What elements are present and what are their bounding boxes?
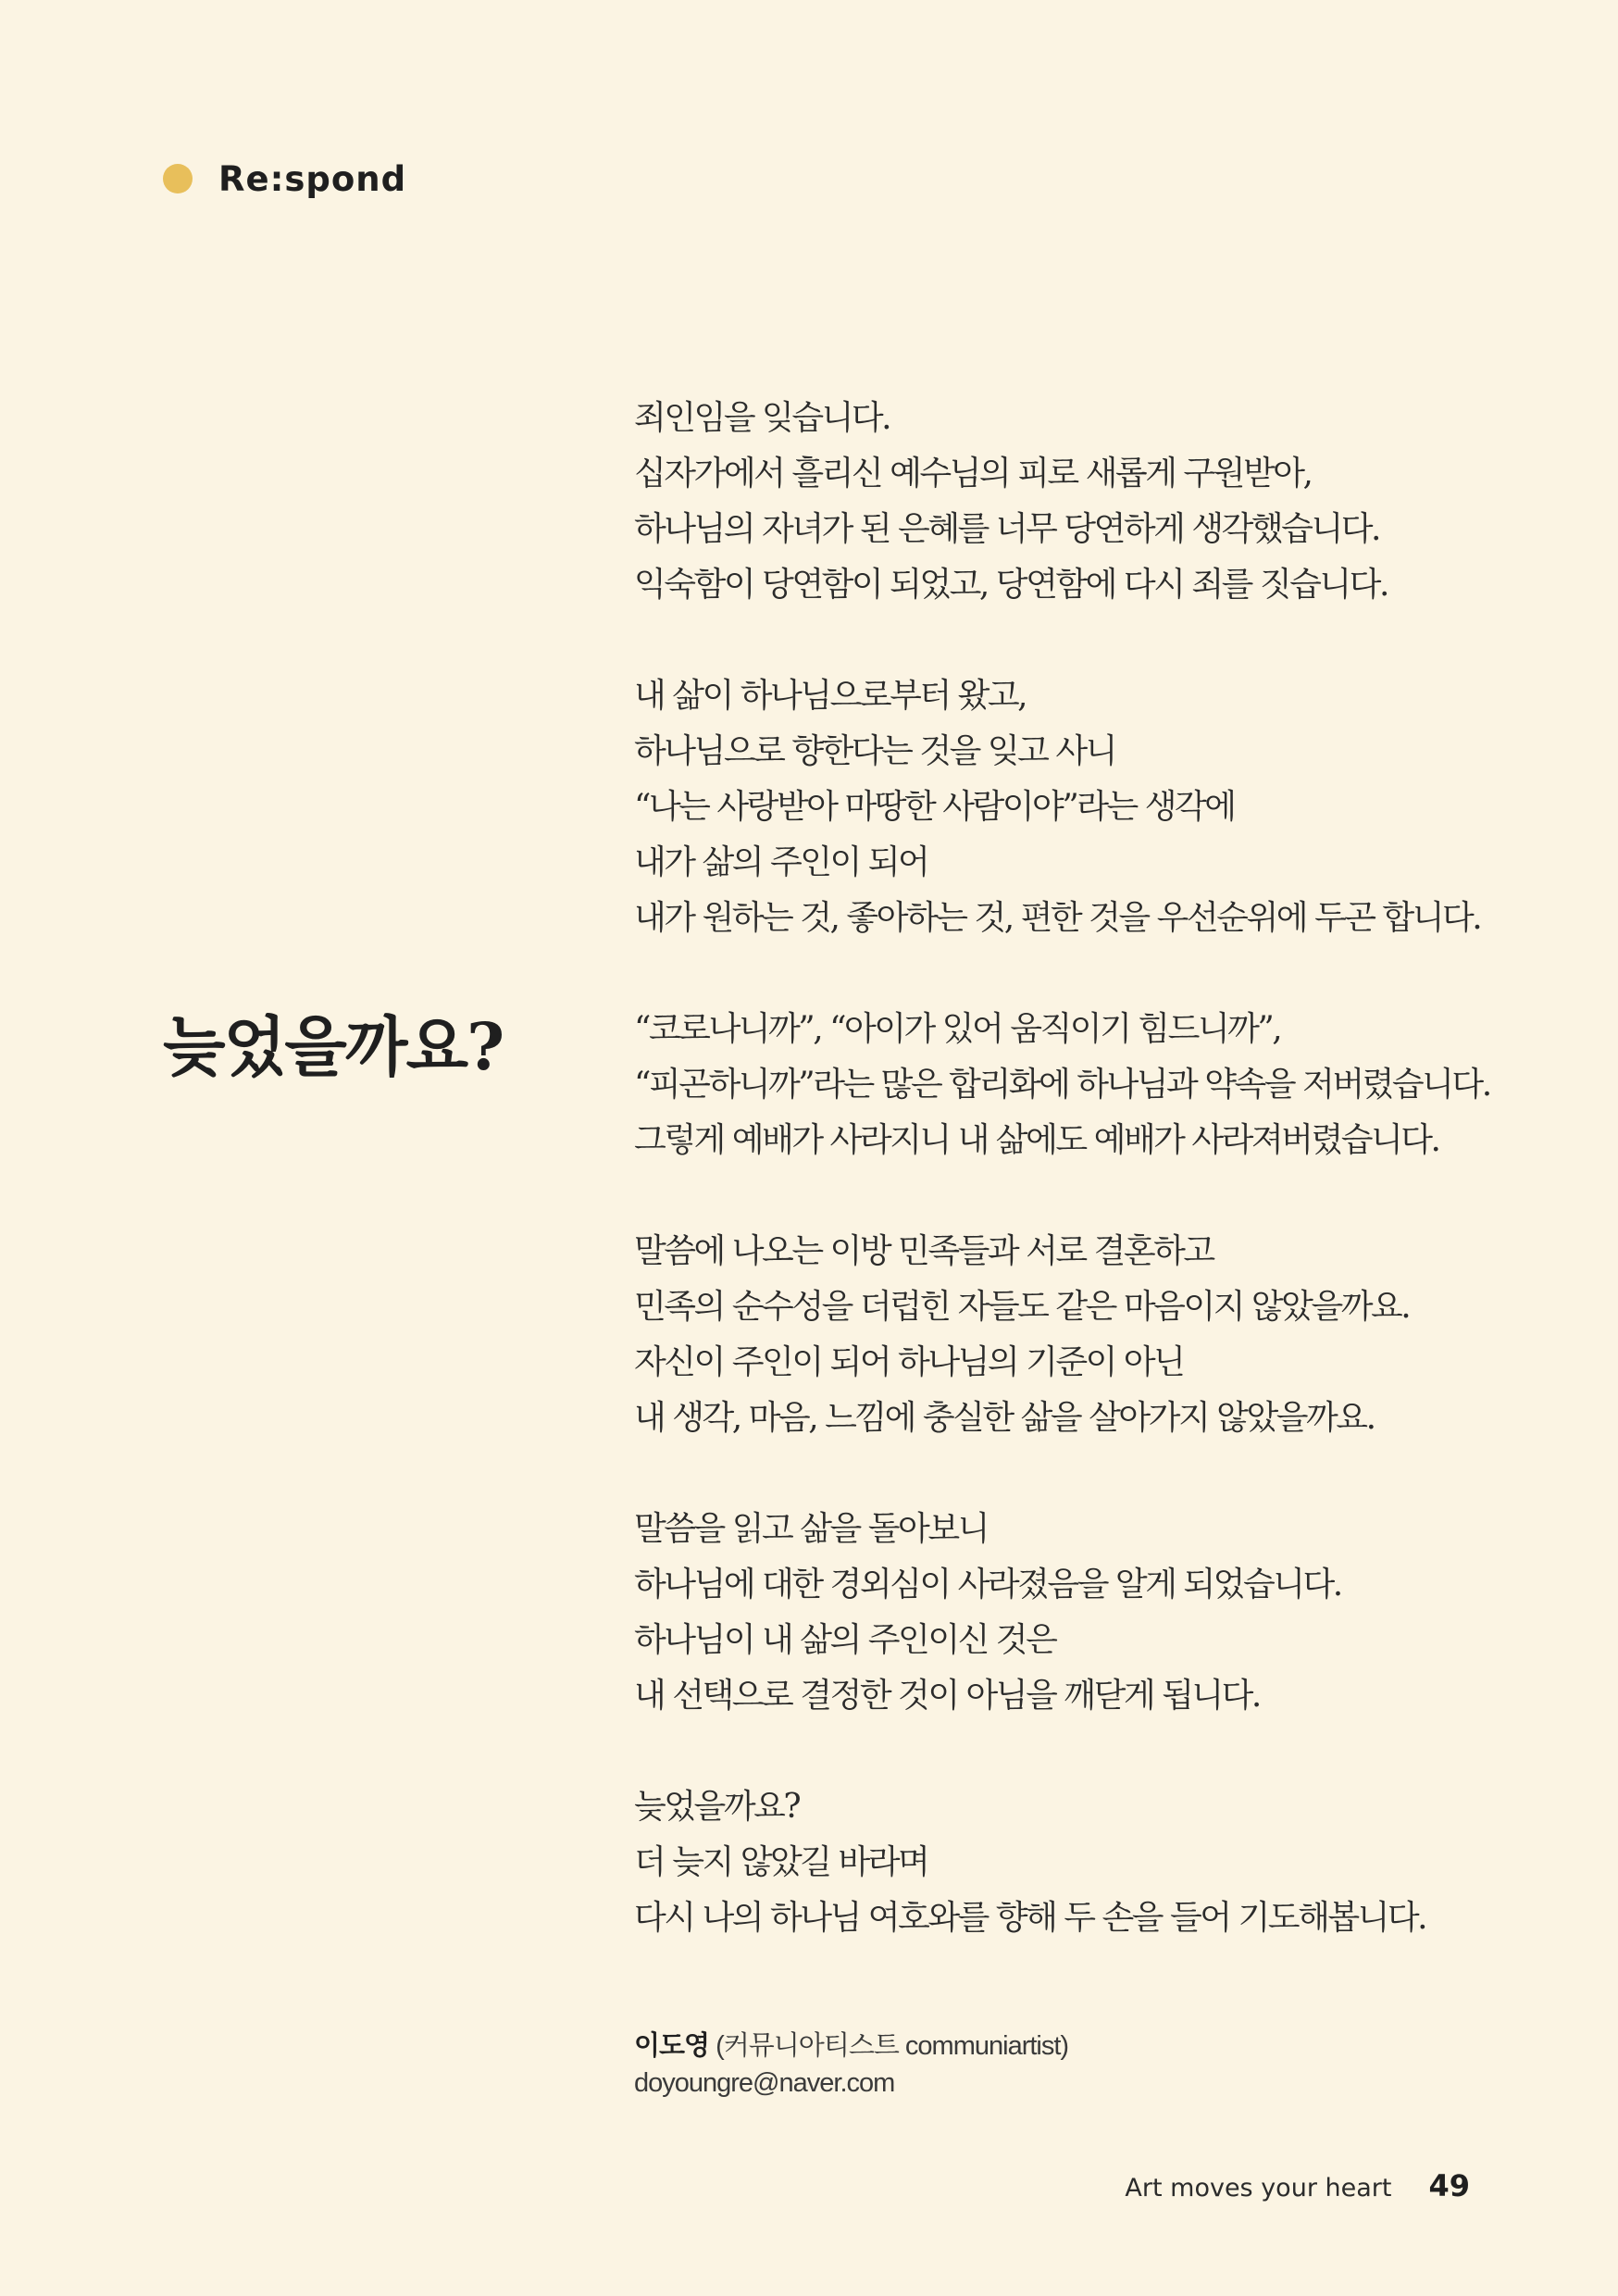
poem-line: 말씀을 읽고 삶을 돌아보니 <box>634 1510 988 1548</box>
poem-line: 내가 삶의 주인이 되어 <box>634 843 928 881</box>
poem-line: 내가 원하는 것, 좋아하는 것, 편한 것을 우선순위에 두곤 합니다. <box>634 899 1481 937</box>
section-label: Re:spond <box>218 158 407 199</box>
poem-line: 하나님에 대한 경외심이 사라졌음을 알게 되었습니다. <box>634 1566 1341 1603</box>
author-role: (커뮤니아티스트 communiartist) <box>716 2031 1069 2061</box>
poem-line: 말씀에 나오는 이방 민족들과 서로 결혼하고 <box>634 1232 1214 1270</box>
author-name: 이도영 <box>634 2031 710 2061</box>
page-number: 49 <box>1428 2168 1470 2203</box>
poem-line: 민족의 순수성을 더럽힌 자들도 같은 마음이지 않았을까요. <box>634 1288 1410 1326</box>
author-credit <box>634 2028 1068 2065</box>
author-block <box>634 2028 1068 2102</box>
poem-line: “코로나니까”, “아이가 있어 움직이기 힘드니까”, <box>634 1010 1281 1048</box>
poem-line: “피곤하니까”라는 많은 합리화에 하나님과 약속을 저버렸습니다. <box>634 1066 1490 1104</box>
poem-line: 하나님으로 향한다는 것을 잊고 사니 <box>634 732 1115 770</box>
poem-line: 내 삶이 하나님으로부터 왔고, <box>634 677 1027 715</box>
section-header <box>163 157 406 200</box>
poem-line: “나는 사랑받아 마땅한 사람이야”라는 생각에 <box>634 788 1235 826</box>
poem-line: 하나님의 자녀가 된 은혜를 너무 당연하게 생각했습니다. <box>634 510 1379 548</box>
footer-tagline: Art moves your heart <box>1125 2174 1392 2202</box>
poem-line: 다시 나의 하나님 여호와를 향해 두 손을 들어 기도해봅니다. <box>634 1899 1426 1937</box>
poem-line: 죄인임을 잊습니다. <box>634 399 890 437</box>
poem-stanza <box>634 1502 1560 1724</box>
poem-stanza <box>634 1224 1560 1446</box>
page-footer <box>1125 2168 1470 2203</box>
poem-line: 그렇게 예배가 사라지니 내 삶에도 예배가 사라져버렸습니다. <box>634 1121 1439 1159</box>
poem-stanza <box>634 391 1560 613</box>
poem-line: 익숙함이 당연함이 되었고, 당연함에 다시 죄를 짓습니다. <box>634 566 1388 604</box>
poem-stanza <box>634 668 1560 946</box>
poem-line: 하나님이 내 삶의 주인이신 것은 <box>634 1621 1056 1659</box>
poem-line: 십자가에서 흘리신 예수님의 피로 새롭게 구원받아, <box>634 455 1312 493</box>
poem-stanza <box>634 1779 1560 1946</box>
author-email[interactable]: doyoungre@naver.com <box>634 2068 895 2098</box>
poem-line: 더 늦지 않았길 바라며 <box>634 1843 928 1881</box>
section-dot-icon <box>163 164 193 193</box>
poem-line: 내 생각, 마음, 느낌에 충실한 삶을 살아가지 않았을까요. <box>634 1399 1375 1437</box>
poem-body <box>634 391 1560 2002</box>
poem-line: 자신이 주인이 되어 하나님의 기준이 아닌 <box>634 1343 1184 1381</box>
poem-line: 내 선택으로 결정한 것이 아님을 깨닫게 됩니다. <box>634 1677 1260 1715</box>
poem-stanza <box>634 1002 1560 1168</box>
poem-line: 늦었을까요? <box>634 1788 800 1826</box>
article-title: 늦었을까요? <box>163 1008 504 1085</box>
